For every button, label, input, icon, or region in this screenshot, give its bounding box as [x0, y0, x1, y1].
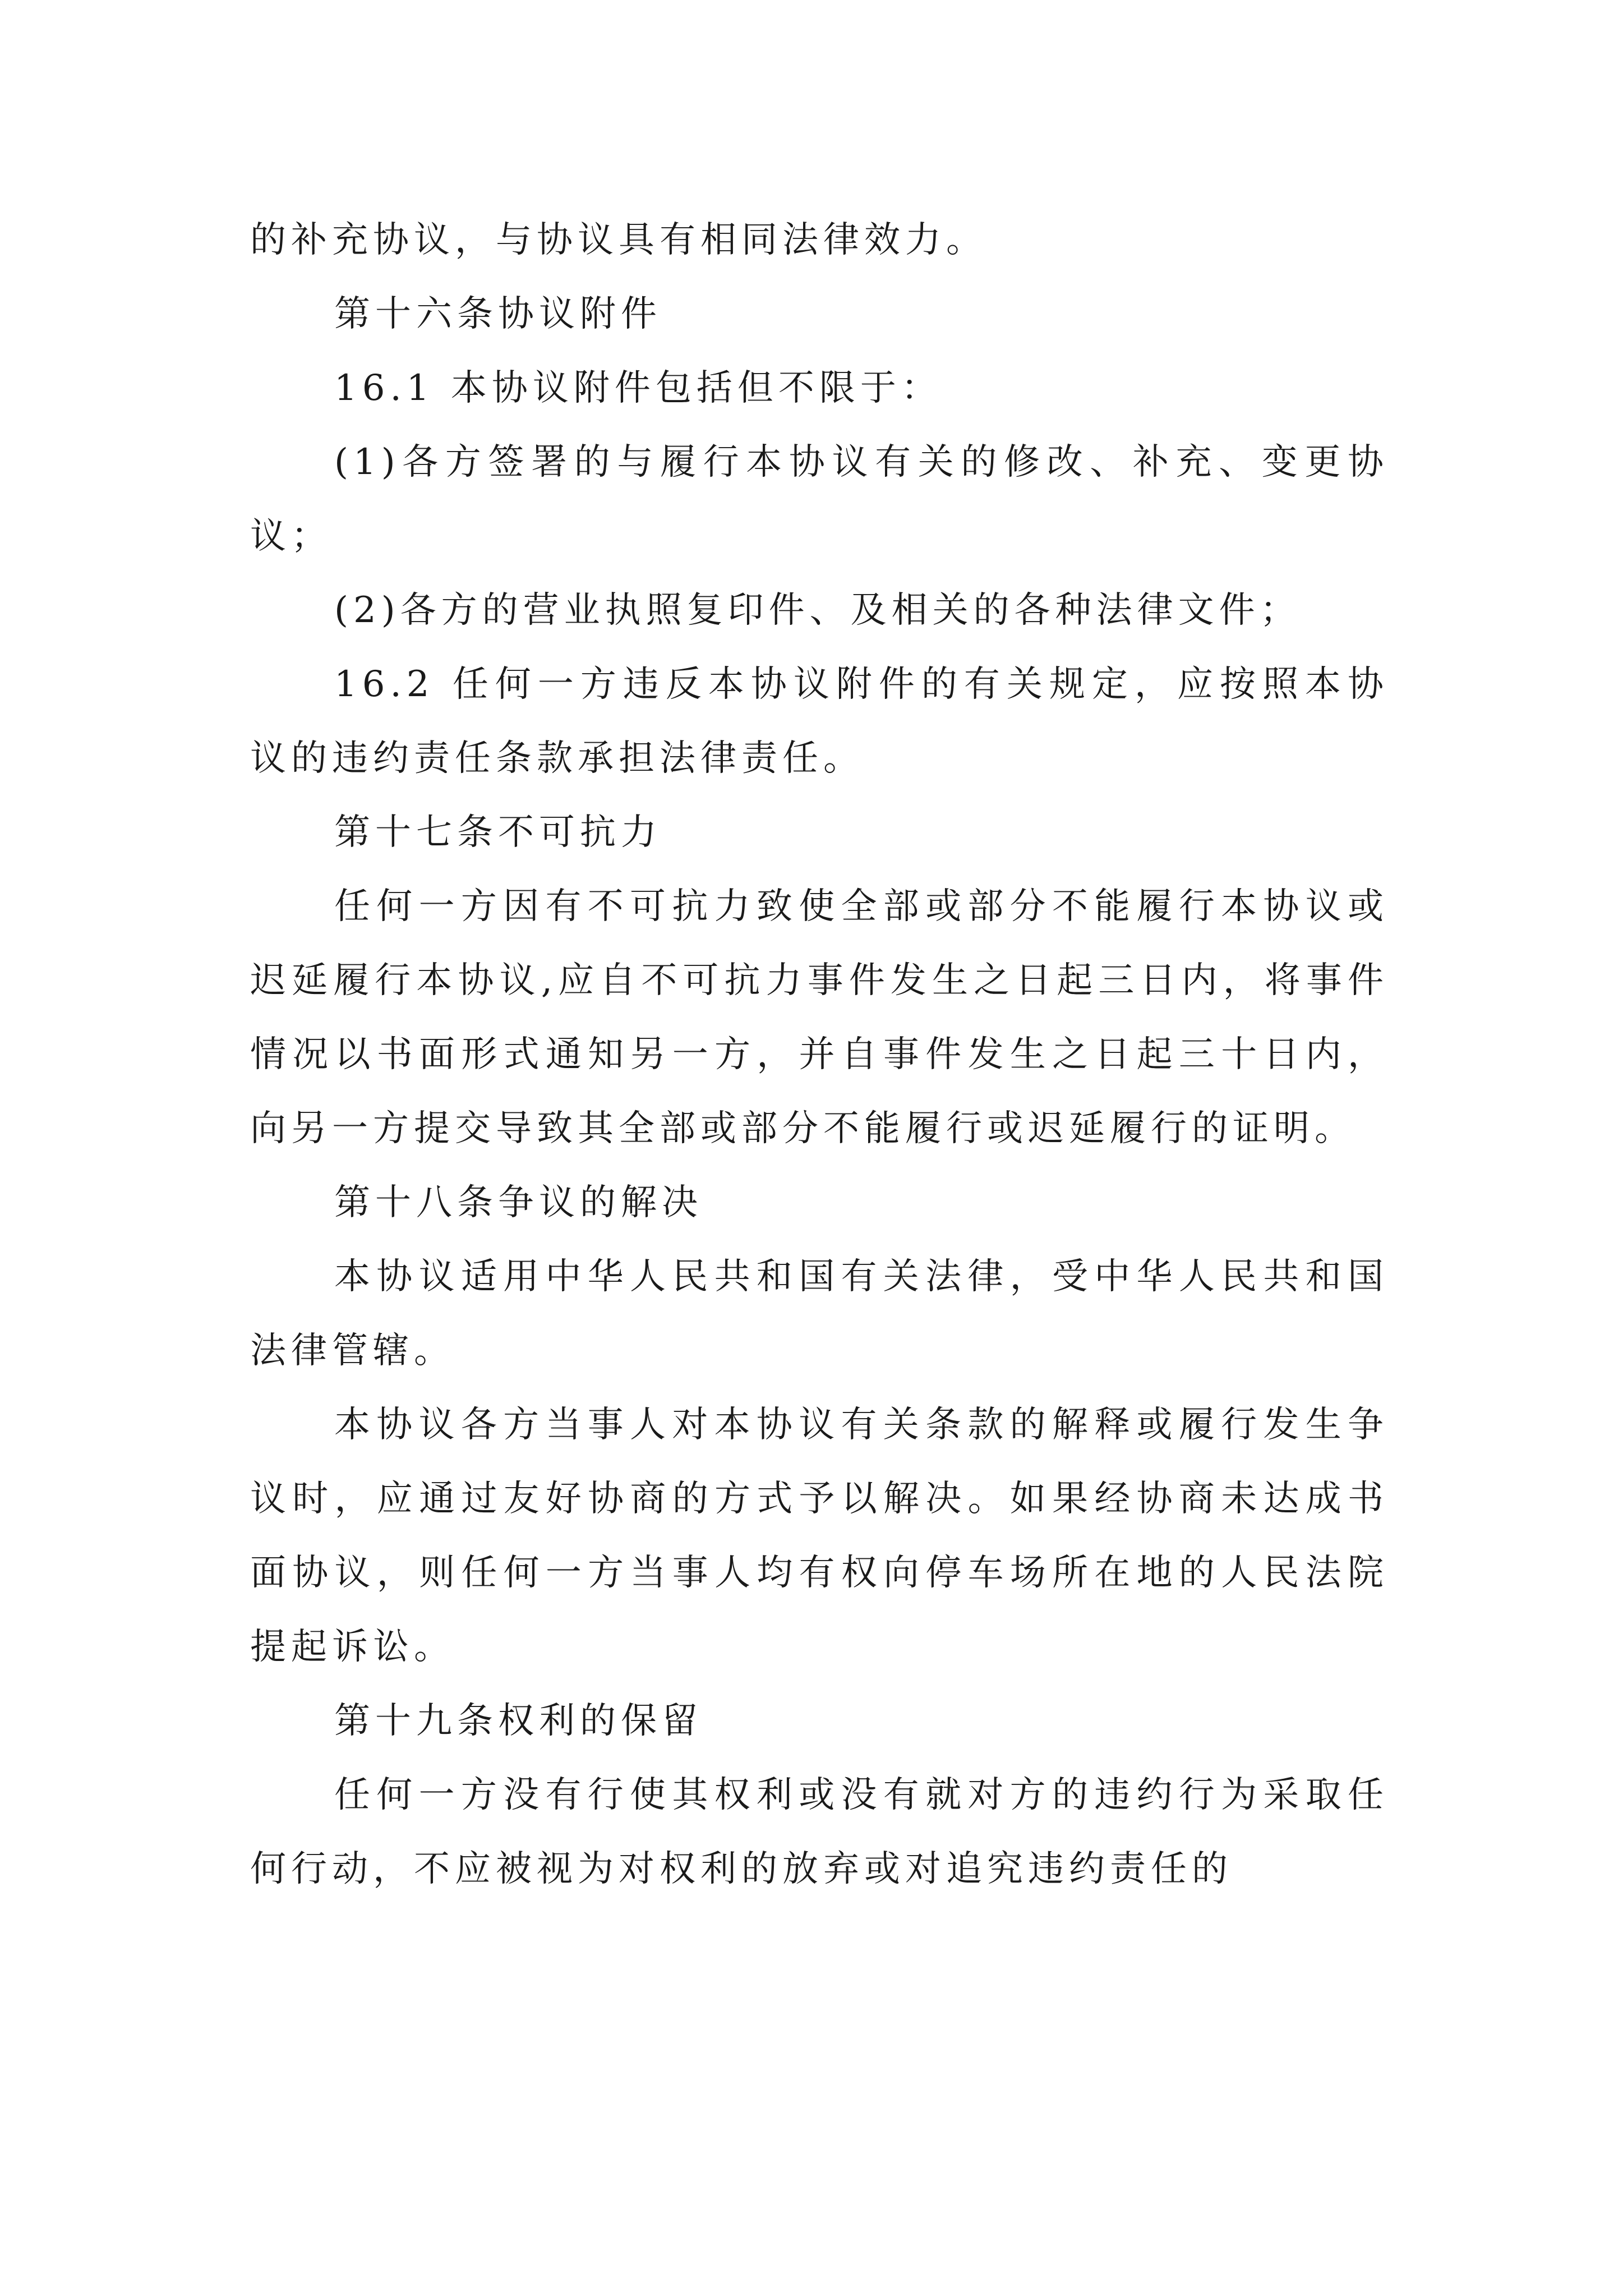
paragraph-reservation-of-rights: 任何一方没有行使其权利或没有就对方的违约行为采取任何行动，不应被视为对权利的放弃或对追究违约责任的	[250, 1774, 1389, 1890]
clause-16-2: 16.2 任何一方违反本协议附件的有关规定，应按照本协议的违约责任条款承担法律责任。	[250, 664, 1389, 779]
document-body	[250, 203, 1389, 1906]
section-heading-16: 第十六条协议附件	[334, 293, 662, 335]
list-item-2: (2)各方的营业执照复印件、及相关的各种法律文件；	[334, 590, 1301, 631]
section-heading-18: 第十八条争议的解决	[334, 1182, 703, 1223]
paragraph-force-majeure: 任何一方因有不可抗力致使全部或部分不能履行本协议或迟延履行本协议,应自不可抗力事件发生之日起三日内，将事件情况以书面形式通知另一方，并自事件发生之日起三十日内，向另一方提交导致其全部或部分不能履行或迟延履行的证明。	[250, 886, 1389, 1149]
list-item-1: (1)各方签署的与履行本协议有关的修改、补充、变更协议；	[250, 441, 1389, 557]
paragraph-governing-law: 本协议适用中华人民共和国有关法律，受中华人民共和国法律管辖。	[250, 1256, 1389, 1372]
clause-16-1: 16.1 本协议附件包括但不限于：	[334, 367, 942, 409]
section-heading-17: 第十七条不可抗力	[334, 812, 662, 853]
paragraph-dispute-resolution: 本协议各方当事人对本协议有关条款的解释或履行发生争议时，应通过友好协商的方式予以解决。如果经协商未达成书面协议，则任何一方当事人均有权向停车场所在地的人民法院提起诉讼。	[250, 1404, 1389, 1668]
paragraph-continuation: 的补充协议，与协议具有相同法律效力。	[250, 219, 987, 261]
section-heading-19: 第十九条权利的保留	[334, 1700, 703, 1742]
